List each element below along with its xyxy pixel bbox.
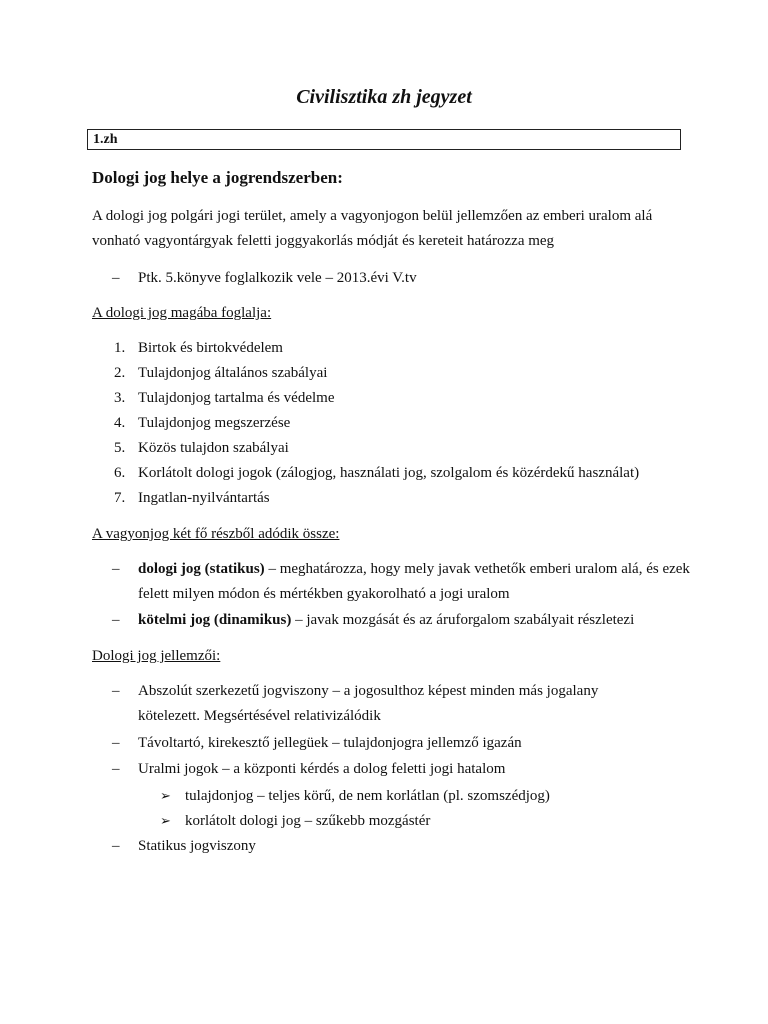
list-number: 3.	[114, 390, 126, 406]
list-item-text: Korlátolt dologi jogok (zálogjog, használati jog, szolgalom és közérdekű használat)	[138, 465, 640, 481]
term-description: – meghatározza, hogy mely javak vethetők emberi uralom alá, és ezek felett milyen módon és mértékben gyakorolható a jogi uralom	[138, 561, 690, 602]
dash-marker: –	[112, 270, 120, 286]
intro-paragraph: A dologi jog polgári jogi terület, amely a vagyonjogon belül jellemzően az emberi uralom alá vonható vagyontárgyak feletti joggyakorlás módját és kereteit határozza meg	[92, 208, 653, 249]
list-number: 5.	[114, 440, 126, 456]
dash-marker: –	[112, 838, 120, 854]
term-bold: kötelmi jog (dinamikus)	[138, 612, 292, 628]
list-item-text: Tulajdonjog általános szabályai	[138, 365, 328, 381]
arrow-bullet-icon: ➢	[160, 813, 171, 828]
term-bold: dologi jog (statikus)	[138, 561, 265, 577]
jellemzo-item	[92, 834, 692, 859]
arrow-bullet-icon: ➢	[160, 788, 171, 803]
jellemzo-item-text: Távoltartó, kirekesztő jellegüek – tulajdonjogra jellemző igazán	[138, 735, 522, 751]
list-item-text: Tulajdonjog tartalma és védelme	[138, 390, 335, 406]
jellemzo-subitem	[160, 786, 550, 806]
vagyonjog-item-dologi	[92, 557, 692, 607]
jellemzo-item	[92, 731, 692, 756]
jellemzo-subitem	[160, 811, 430, 831]
list-number: 4.	[114, 415, 126, 431]
section-label-box: 1.zh	[87, 129, 681, 150]
term-description: – javak mozgását és az áruforgalom szabályait részletezi	[291, 612, 635, 628]
dash-marker: –	[112, 735, 120, 751]
list-number: 2.	[114, 365, 126, 381]
dash-marker: –	[112, 683, 120, 699]
intro-bullet-text: Ptk. 5.könyve foglalkozik vele – 2013.évi V.tv	[138, 270, 417, 286]
jellemzo-item-text: Statikus jogviszony	[138, 838, 256, 854]
jellemzo-item-text: Uralmi jogok – a központi kérdés a dolog feletti jogi hatalom	[138, 761, 506, 777]
vagyonjog-item-kotelmi	[92, 608, 692, 633]
vagyonjog-item-text	[138, 557, 692, 607]
jellemzo-item	[92, 757, 692, 782]
vagyonjog-heading: A vagyonjog két fő részből adódik össze:	[92, 526, 340, 542]
jellemzoi-heading: Dologi jog jellemzői:	[92, 648, 221, 664]
dash-marker: –	[112, 561, 120, 577]
document-title: Civilisztika zh jegyzet	[296, 86, 472, 108]
list-number: 6.	[114, 465, 126, 481]
includes-heading: A dologi jog magába foglalja:	[92, 305, 272, 321]
list-item-text: Közös tulajdon szabályai	[138, 440, 289, 456]
jellemzo-subitem-text: tulajdonjog – teljes körű, de nem korlátlan (pl. szomszédjog)	[185, 788, 550, 804]
jellemzo-subitem-text: korlátolt dologi jog – szűkebb mozgástér	[185, 813, 431, 829]
list-number: 7.	[114, 490, 126, 506]
vagyonjog-item-text	[138, 608, 692, 633]
intro-bullet	[92, 266, 692, 291]
list-item-text: Ingatlan-nyilvántartás	[138, 490, 270, 506]
list-item-text: Tulajdonjog megszerzése	[138, 415, 291, 431]
list-item-text: Birtok és birtokvédelem	[138, 340, 283, 356]
jellemzo-item	[92, 679, 692, 729]
dash-marker: –	[112, 612, 120, 628]
list-number: 1.	[114, 340, 126, 356]
jellemzo-item-text: Abszolút szerkezetű jogviszony – a jogosulthoz képest minden más jogalany kötelezett. Megsértésével relativizálódik	[138, 683, 599, 724]
section-heading: Dologi jog helye a jogrendszerben:	[92, 168, 343, 187]
dash-marker: –	[112, 761, 120, 777]
